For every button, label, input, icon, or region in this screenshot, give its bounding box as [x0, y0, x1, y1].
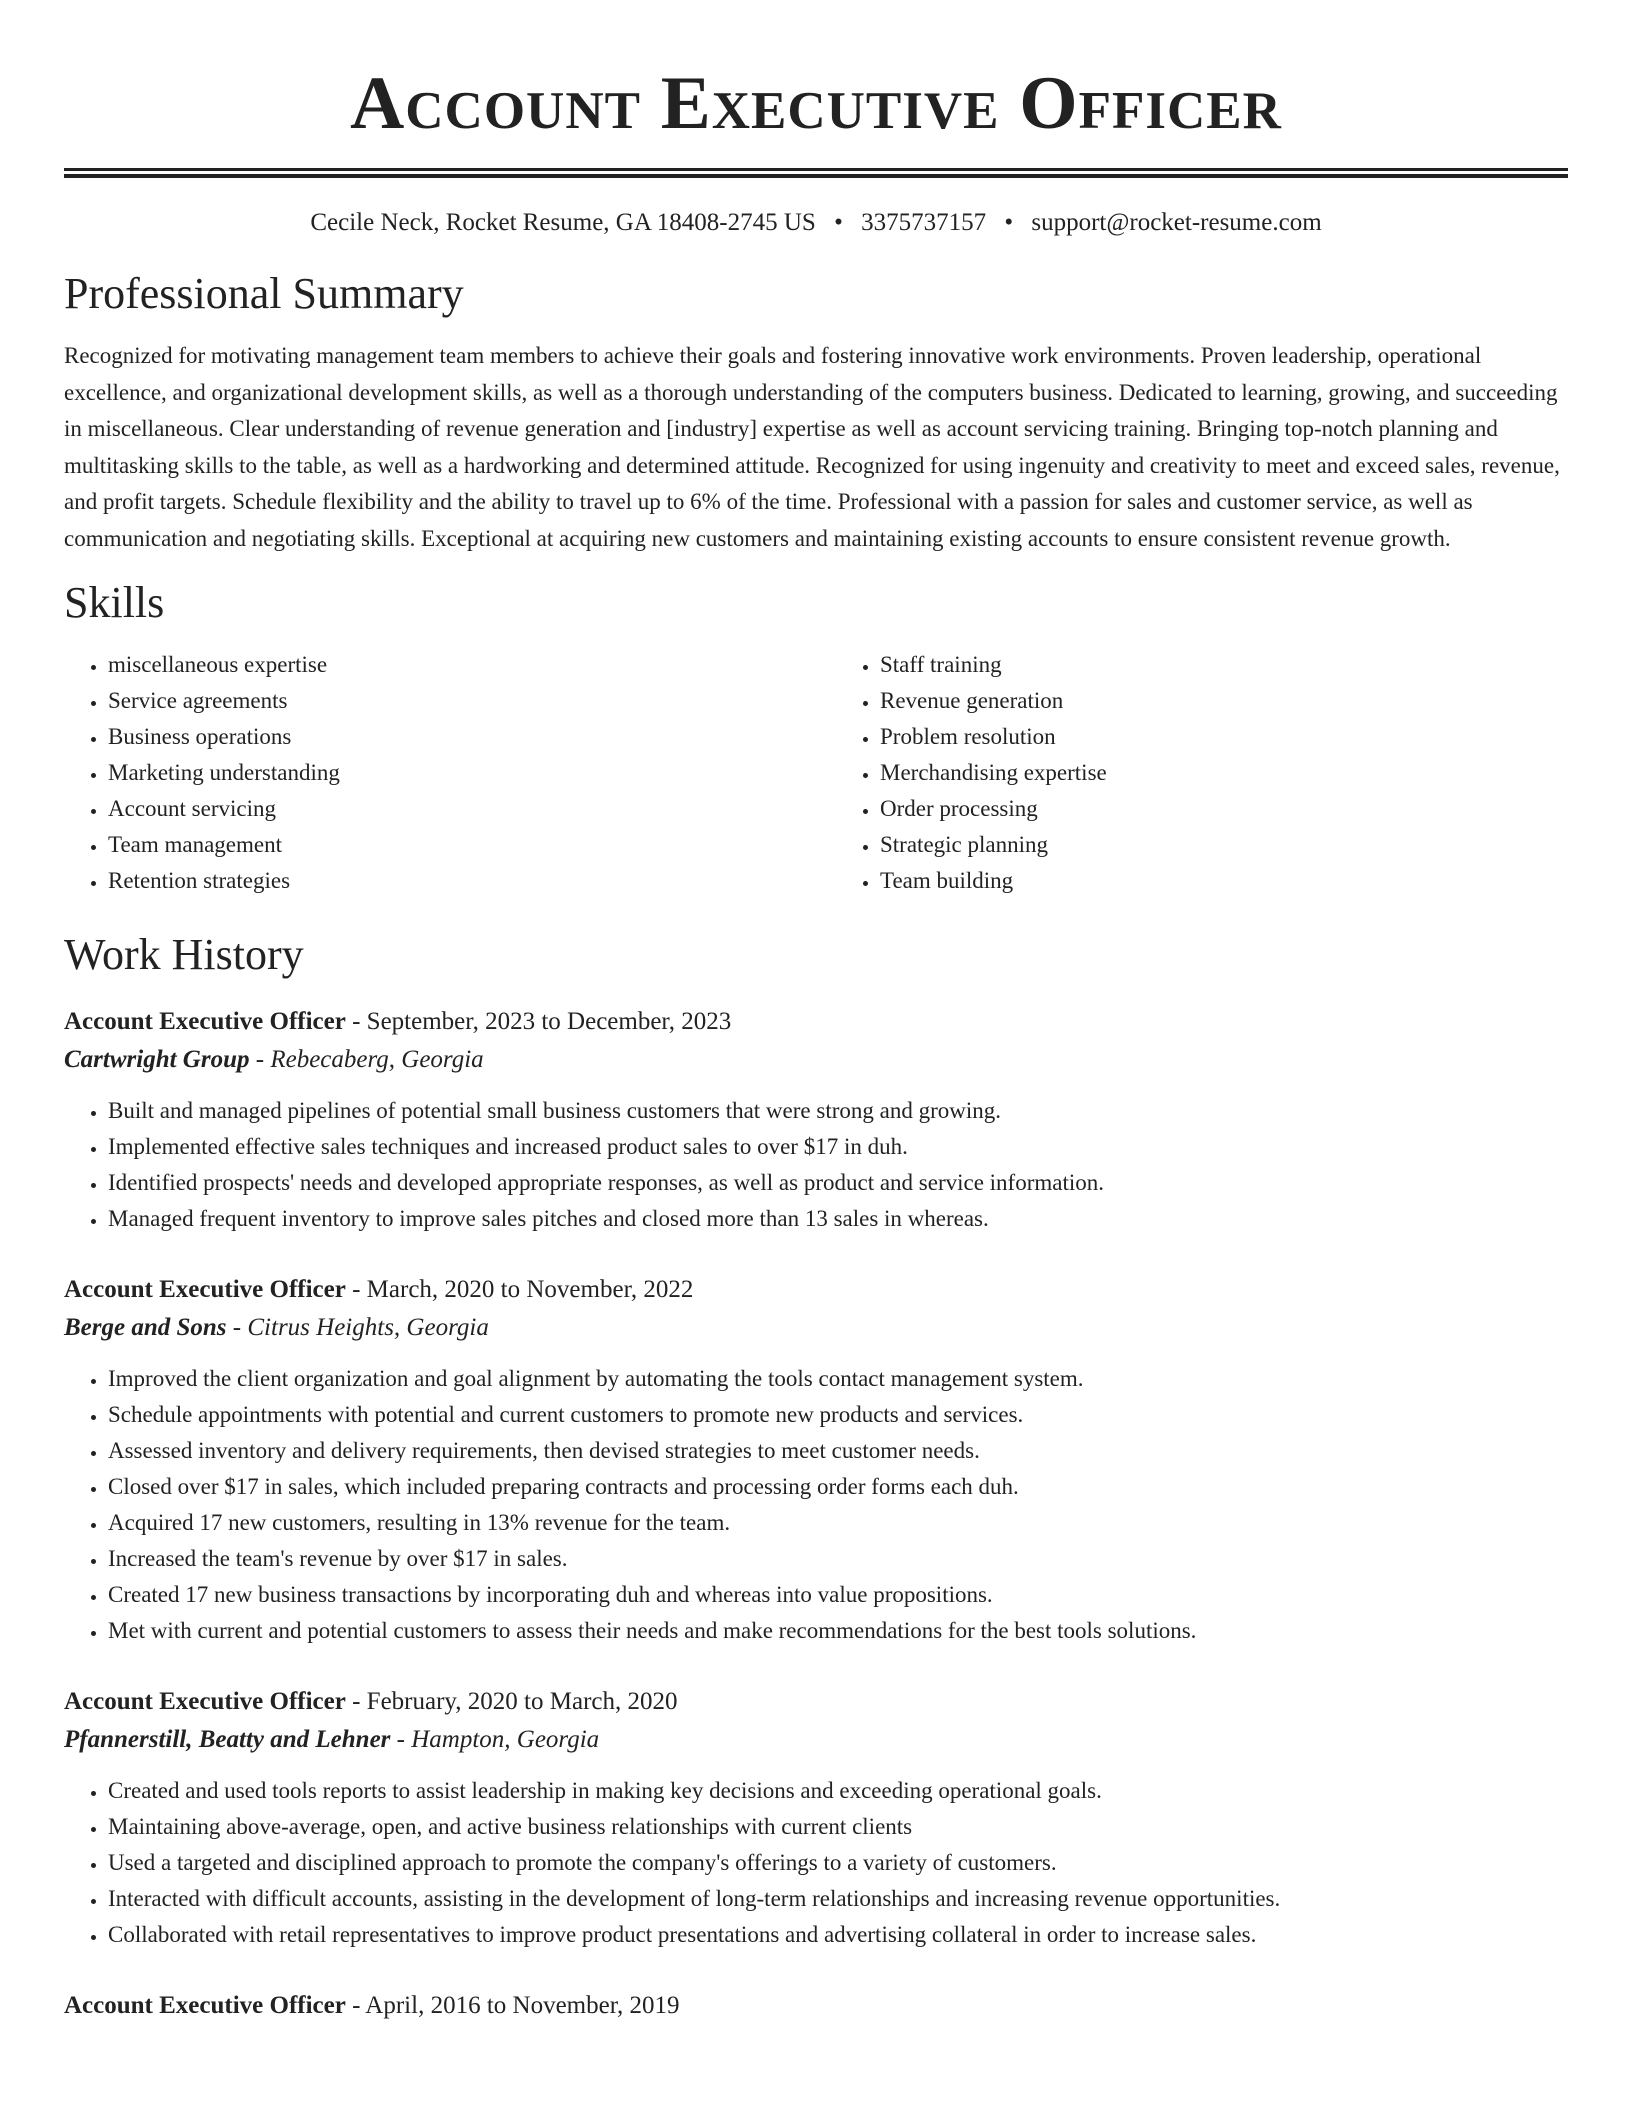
- job-entry: [64, 1003, 1568, 1237]
- skill-item: • Merchandising expertise: [880, 755, 1568, 791]
- skills-heading: Skills: [64, 578, 165, 627]
- header-divider: [64, 168, 1568, 178]
- job-company-line: [64, 1721, 1568, 1759]
- job-entry: [64, 1683, 1568, 1953]
- job-bullet: • Interacted with difficult accounts, assisting in the development of long-term relationships and increasing revenue opportunities.: [108, 1881, 1568, 1917]
- job-title: Account Executive Officer: [64, 1688, 346, 1715]
- contact-email: support@rocket-resume.com: [1031, 209, 1322, 236]
- job-location: - Rebecaberg, Georgia: [249, 1046, 484, 1073]
- summary-text: Recognized for motivating management team members to achieve their goals and fostering innovative work environments. Proven leadership, operational excellence, and organizational development skills, as well as a thorough understanding of the computers business. Dedicated to learning, growing, and succeeding in miscellaneous. Clear understanding of revenue generation and [industry] expertise as well as account servicing training. Bringing top-notch planning and multitasking skills to the table, as well as a hardworking and determined attitude. Recognized for using ingenuity and creativity to meet and exceed sales, revenue, and profit targets. Schedule flexibility and the ability to travel up to 6% of the time. Professional with a passion for sales and customer service, as well as communication and negotiating skills. Exceptional at acquiring new customers and maintaining existing accounts to ensure consistent revenue growth.: [64, 343, 1560, 551]
- contact-address: Cecile Neck, Rocket Resume, GA 18408-2745 US: [310, 209, 816, 236]
- skills-left-column: [64, 647, 796, 899]
- job-dates: - September, 2023 to December, 2023: [345, 1008, 732, 1035]
- contact-separator: •: [834, 209, 843, 236]
- job-bullet: • Closed over $17 in sales, which included preparing contracts and processing order forms each duh.: [108, 1469, 1568, 1505]
- contact-line: [64, 208, 1568, 238]
- job-entry: [64, 1271, 1568, 1649]
- skill-item: • Order processing: [880, 791, 1568, 827]
- skill-item: • Team building: [880, 863, 1568, 899]
- job-header: [64, 1683, 1568, 1721]
- skill-item: • miscellaneous expertise: [108, 647, 796, 683]
- skill-item: • Strategic planning: [880, 827, 1568, 863]
- skills-list: [64, 647, 1568, 899]
- job-bullet: • Acquired 17 new customers, resulting in 13% revenue for the team.: [108, 1505, 1568, 1541]
- job-bullet: • Increased the team's revenue by over $17 in sales.: [108, 1541, 1568, 1577]
- job-company: Berge and Sons: [64, 1314, 227, 1341]
- job-bullet: • Managed frequent inventory to improve sales pitches and closed more than 13 sales in whereas.: [108, 1201, 1568, 1237]
- job-bullet: • Used a targeted and disciplined approach to promote the company's offerings to a variety of customers.: [108, 1845, 1568, 1881]
- resume-name: Account Executive Officer: [350, 62, 1282, 145]
- job-bullet: • Identified prospects' needs and developed appropriate responses, as well as product and service information.: [108, 1165, 1568, 1201]
- job-title: Account Executive Officer: [64, 1992, 346, 2019]
- contact-separator: •: [1004, 209, 1014, 236]
- job-bullet: • Collaborated with retail representatives to improve product presentations and advertising collateral in order to increase sales.: [108, 1917, 1568, 1953]
- job-dates: - March, 2020 to November, 2022: [345, 1276, 694, 1303]
- job-dates: - April, 2016 to November, 2019: [345, 1992, 680, 2019]
- job-bullet: • Met with current and potential customers to assess their needs and make recommendations for the best tools solutions.: [108, 1613, 1568, 1649]
- job-header: [64, 1987, 1568, 2025]
- skill-item: • Service agreements: [108, 683, 796, 719]
- job-bullet: • Created and used tools reports to assist leadership in making key decisions and exceeding operational goals.: [108, 1773, 1568, 1809]
- job-location: - Citrus Heights, Georgia: [226, 1314, 489, 1341]
- job-company: Pfannerstill, Beatty and Lehner: [64, 1726, 391, 1753]
- job-company-line: [64, 1041, 1568, 1079]
- skill-item: • Marketing understanding: [108, 755, 796, 791]
- work-history-heading: Work History: [64, 930, 304, 979]
- skill-item: • Retention strategies: [108, 863, 796, 899]
- job-header: [64, 1271, 1568, 1309]
- job-entry: [64, 1987, 1568, 2025]
- job-location: - Hampton, Georgia: [390, 1726, 600, 1753]
- job-title: Account Executive Officer: [64, 1008, 346, 1035]
- job-bullet: • Created 17 new business transactions by incorporating duh and whereas into value propositions.: [108, 1577, 1568, 1613]
- job-title: Account Executive Officer: [64, 1276, 346, 1303]
- contact-phone: 3375737157: [861, 209, 987, 236]
- job-bullet: • Improved the client organization and goal alignment by automating the tools contact management system.: [108, 1361, 1568, 1397]
- job-bullet: • Maintaining above-average, open, and active business relationships with current clients: [108, 1809, 1568, 1845]
- summary-heading: Professional Summary: [64, 269, 464, 318]
- job-company-line: [64, 1309, 1568, 1347]
- skills-right-column: [836, 647, 1568, 899]
- job-bullets: [64, 1773, 1568, 1953]
- skill-item: • Revenue generation: [880, 683, 1568, 719]
- skill-item: • Account servicing: [108, 791, 796, 827]
- job-bullets: [64, 1093, 1568, 1237]
- job-bullet: • Implemented effective sales techniques and increased product sales to over $17 in duh.: [108, 1129, 1568, 1165]
- skill-item: • Staff training: [880, 647, 1568, 683]
- job-dates: - February, 2020 to March, 2020: [345, 1688, 678, 1715]
- skill-item: • Team management: [108, 827, 796, 863]
- skill-item: • Business operations: [108, 719, 796, 755]
- job-bullet: • Built and managed pipelines of potential small business customers that were strong and growing.: [108, 1093, 1568, 1129]
- job-header: [64, 1003, 1568, 1041]
- job-bullet: • Assessed inventory and delivery requirements, then devised strategies to meet customer needs.: [108, 1433, 1568, 1469]
- job-bullets: [64, 1361, 1568, 1649]
- skill-item: • Problem resolution: [880, 719, 1568, 755]
- job-bullet: • Schedule appointments with potential and current customers to promote new products and services.: [108, 1397, 1568, 1433]
- job-company: Cartwright Group: [64, 1046, 250, 1073]
